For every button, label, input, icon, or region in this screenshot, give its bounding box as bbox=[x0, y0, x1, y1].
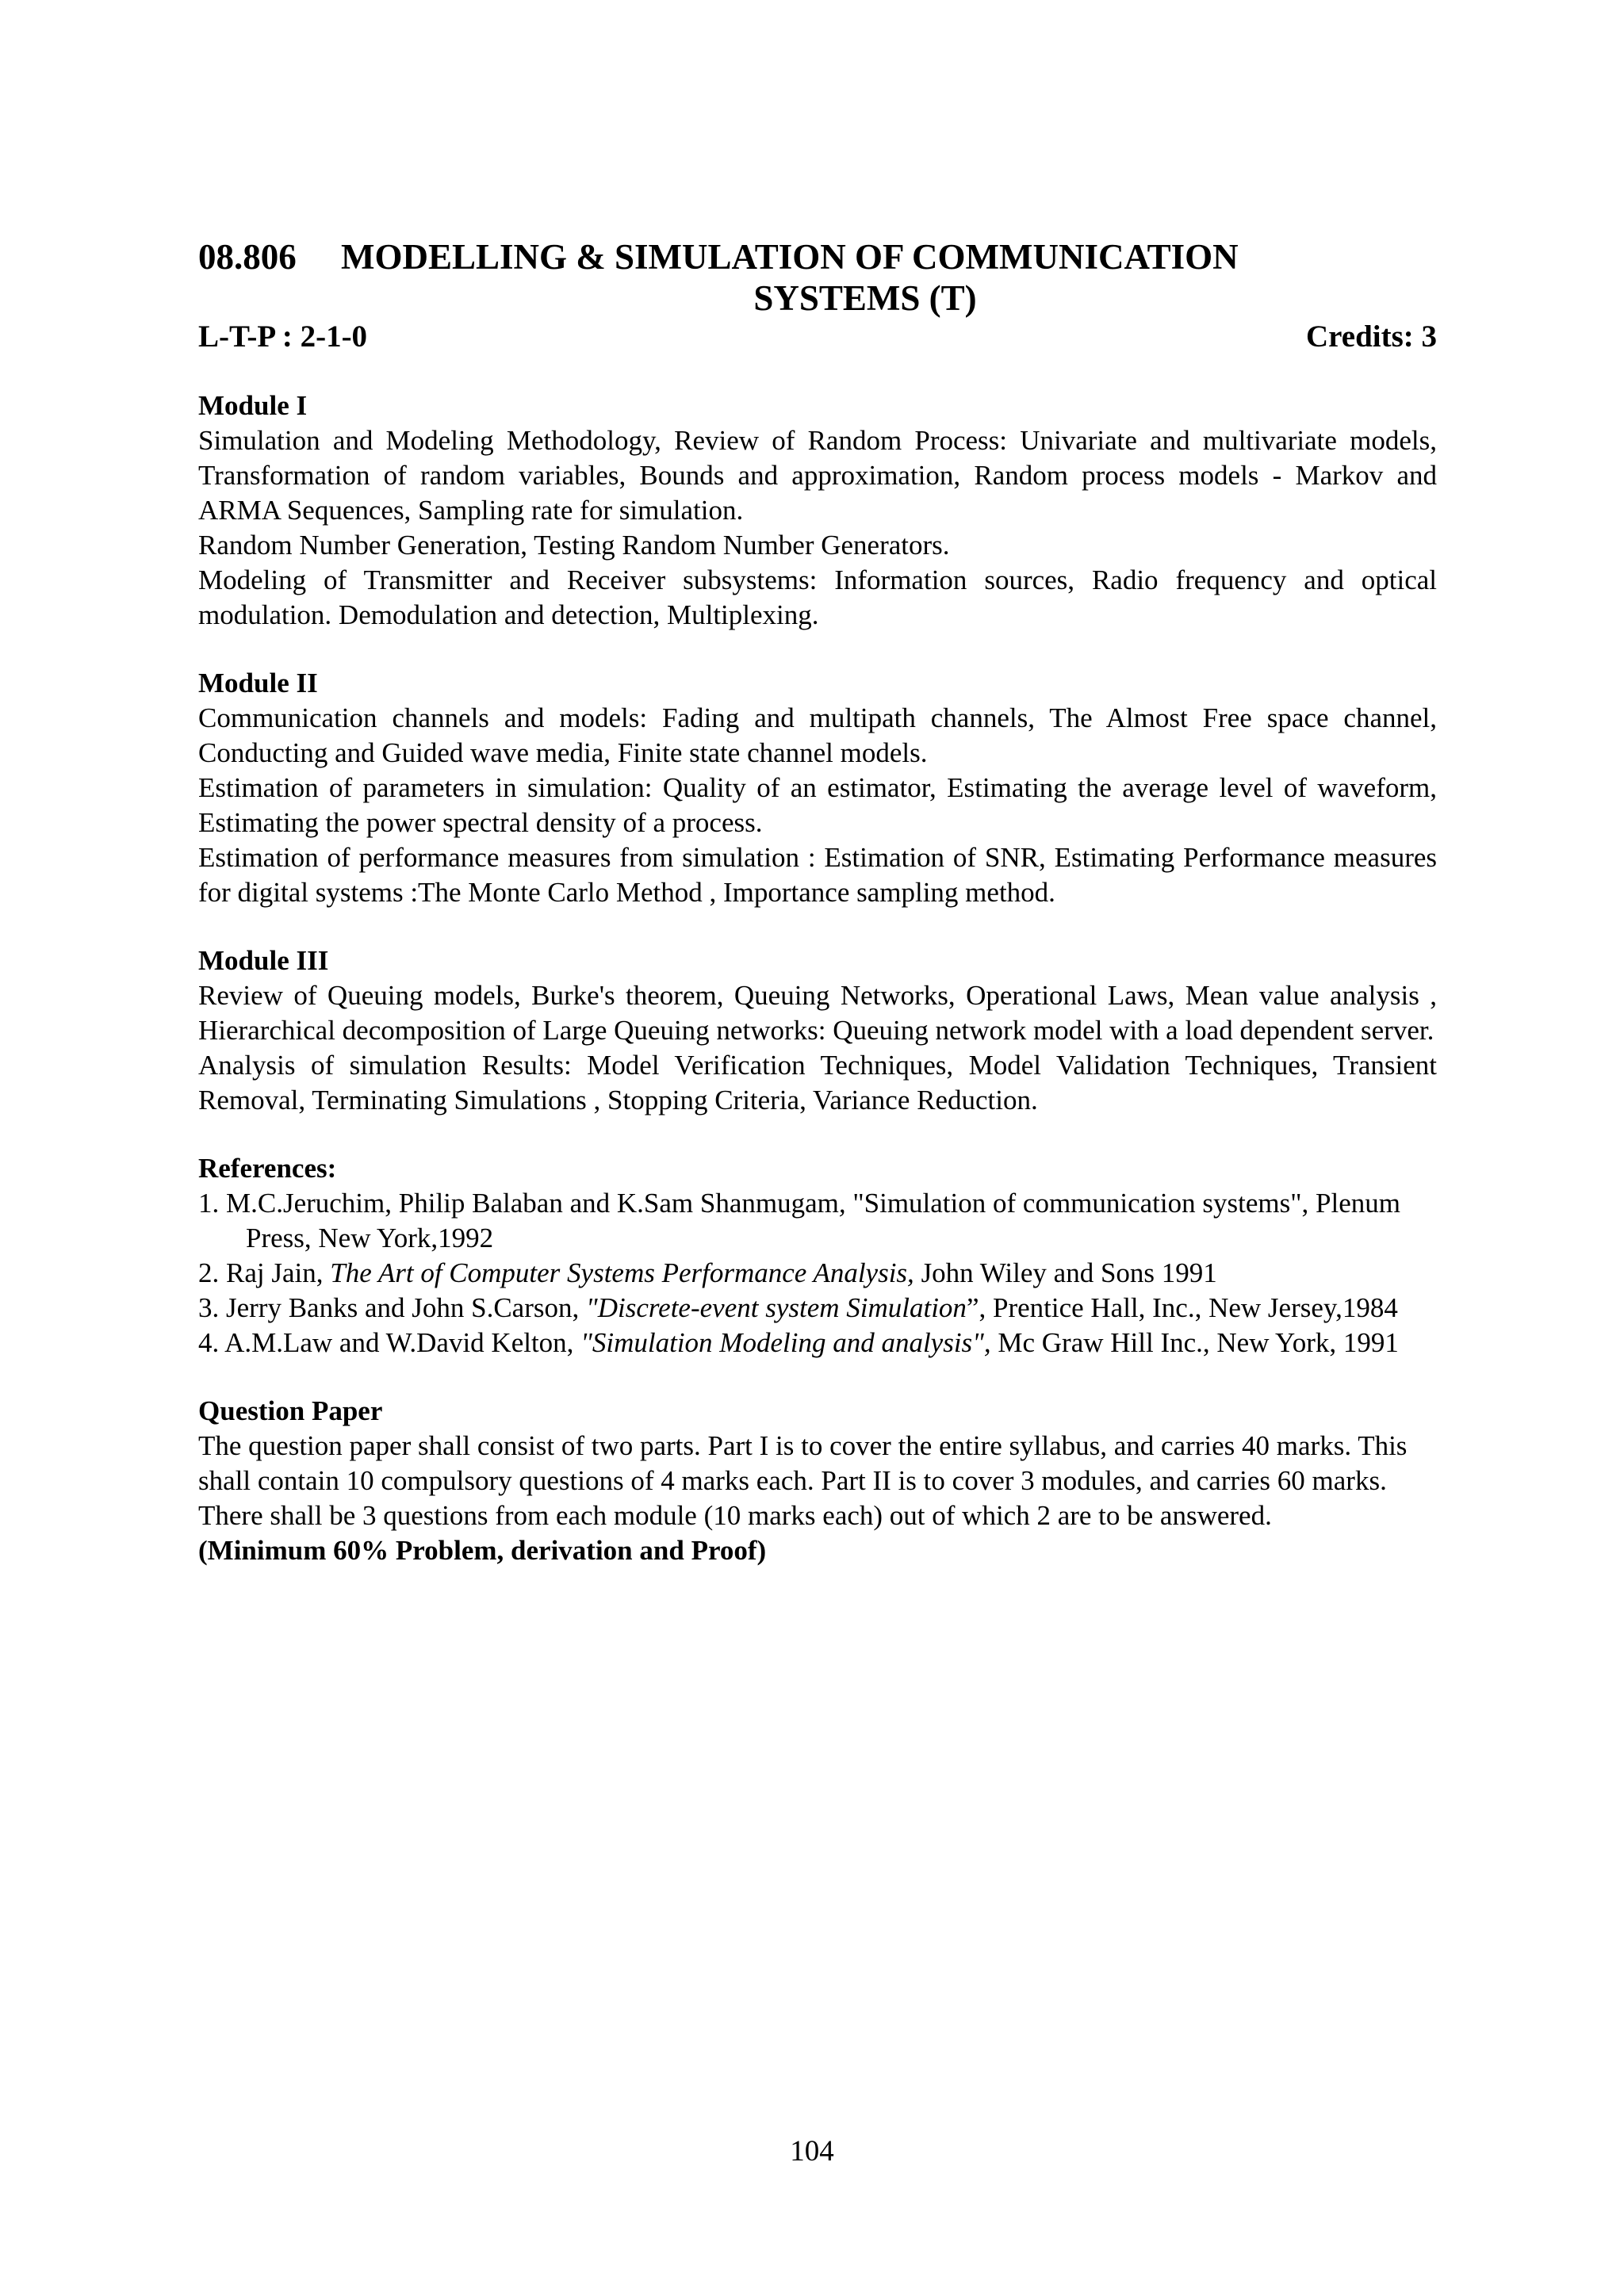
course-title-line2: SYSTEMS (T) bbox=[753, 278, 977, 318]
references-section bbox=[198, 1151, 1437, 1360]
references-heading: References: bbox=[198, 1153, 337, 1184]
reference-number: 1. bbox=[198, 1188, 220, 1219]
question-paper-text: The question paper shall consist of two parts. Part I is to cover the entire syllabus, and carries 40 marks. This shall contain 10 compulsory questions of 4 marks each. Part II is to cover 3 modules, and carries 60 marks. There shall be 3 questions from each module (10 marks each) out of which 2 are to be answered. bbox=[198, 1430, 1408, 1531]
course-title-line1 bbox=[198, 236, 1437, 277]
reference-title: "Simulation Modeling and analysis", bbox=[580, 1327, 991, 1358]
module-paragraph: Estimation of parameters in simulation: Quality of an estimator, Estimating the average level of waveform, Estimating the power spectral density of a process. bbox=[198, 772, 1437, 838]
page-number: 104 bbox=[790, 2135, 834, 2168]
reference-title: "Discrete-event system Simulation bbox=[586, 1292, 967, 1323]
reference-item bbox=[198, 1291, 1437, 1326]
reference-publisher: ”, Prentice Hall, Inc., New Jersey,1984 bbox=[966, 1292, 1398, 1323]
question-paper-heading: Question Paper bbox=[198, 1395, 383, 1426]
module-paragraph: Estimation of performance measures from simulation : Estimation of SNR, Estimating Performance measures for digital systems :The Monte Carlo Method , Importance sampling method. bbox=[198, 842, 1437, 908]
reference-number: 4. bbox=[198, 1327, 220, 1358]
reference-title: "Simulation of communication systems", bbox=[852, 1188, 1309, 1219]
module-paragraph: Modeling of Transmitter and Receiver subsystems: Information sources, Radio frequency and optical modulation. Demodulation and detection, Multiplexing. bbox=[198, 564, 1437, 630]
syllabus-page bbox=[198, 236, 1437, 1568]
reference-item bbox=[198, 1256, 1437, 1291]
module-heading: Module I bbox=[198, 390, 308, 421]
module-1 bbox=[198, 388, 1437, 633]
reference-publisher: Mc Graw Hill Inc., New York, 1991 bbox=[990, 1327, 1399, 1358]
course-code: 08.806 bbox=[198, 237, 297, 277]
reference-authors: M.C.Jeruchim, Philip Balaban and K.Sam Shanmugam bbox=[226, 1188, 839, 1219]
ltp-label: L-T-P : 2-1-0 bbox=[198, 320, 368, 354]
module-heading: Module III bbox=[198, 945, 329, 976]
module-heading: Module II bbox=[198, 668, 318, 698]
course-title-text: MODELLING & SIMULATION OF COMMUNICATION bbox=[341, 237, 1239, 277]
reference-authors: Jerry Banks and John S.Carson, bbox=[226, 1292, 586, 1323]
reference-separator: , bbox=[838, 1188, 853, 1219]
module-paragraph: Communication channels and models: Fading and multipath channels, The Almost Free space channel, Conducting and Guided wave media, Finite state channel models. bbox=[198, 702, 1437, 768]
ltp-credits-row bbox=[198, 319, 1437, 355]
credits-label: Credits: 3 bbox=[1305, 320, 1437, 354]
reference-publisher: John Wiley and Sons 1991 bbox=[914, 1257, 1217, 1288]
module-paragraph: Simulation and Modeling Methodology, Review of Random Process: Univariate and multivariate models, Transformation of random variables, Bounds and approximation, Random process models - Markov and ARMA Sequences, Sampling rate for simulation. bbox=[198, 425, 1437, 526]
module-2 bbox=[198, 666, 1437, 910]
reference-authors: A.M.Law and W.David Kelton, bbox=[224, 1327, 581, 1358]
reference-item bbox=[198, 1186, 1437, 1256]
reference-title: The Art of Computer Systems Performance Analysis, bbox=[330, 1257, 914, 1288]
module-paragraph: Analysis of simulation Results: Model Verification Techniques, Model Validation Techniques, Transient Removal, Terminating Simulations , Stopping Criteria, Variance Reduction. bbox=[198, 1050, 1437, 1115]
module-3 bbox=[198, 943, 1437, 1118]
question-paper-note: (Minimum 60% Problem, derivation and Proof) bbox=[198, 1535, 767, 1566]
module-paragraph: Review of Queuing models, Burke's theorem, Queuing Networks, Operational Laws, Mean value analysis , Hierarchical decomposition of Large Queuing networks: Queuing network model with a load dependent server. bbox=[198, 980, 1437, 1046]
reference-item bbox=[198, 1326, 1437, 1360]
reference-authors: Raj Jain, bbox=[226, 1257, 331, 1288]
reference-publisher: Plenum Press, New York,1992 bbox=[246, 1188, 1400, 1253]
reference-number: 3. bbox=[198, 1292, 220, 1323]
question-paper-section bbox=[198, 1394, 1437, 1568]
reference-number: 2. bbox=[198, 1257, 220, 1288]
module-paragraph: Random Number Generation, Testing Random Number Generators. bbox=[198, 530, 950, 561]
